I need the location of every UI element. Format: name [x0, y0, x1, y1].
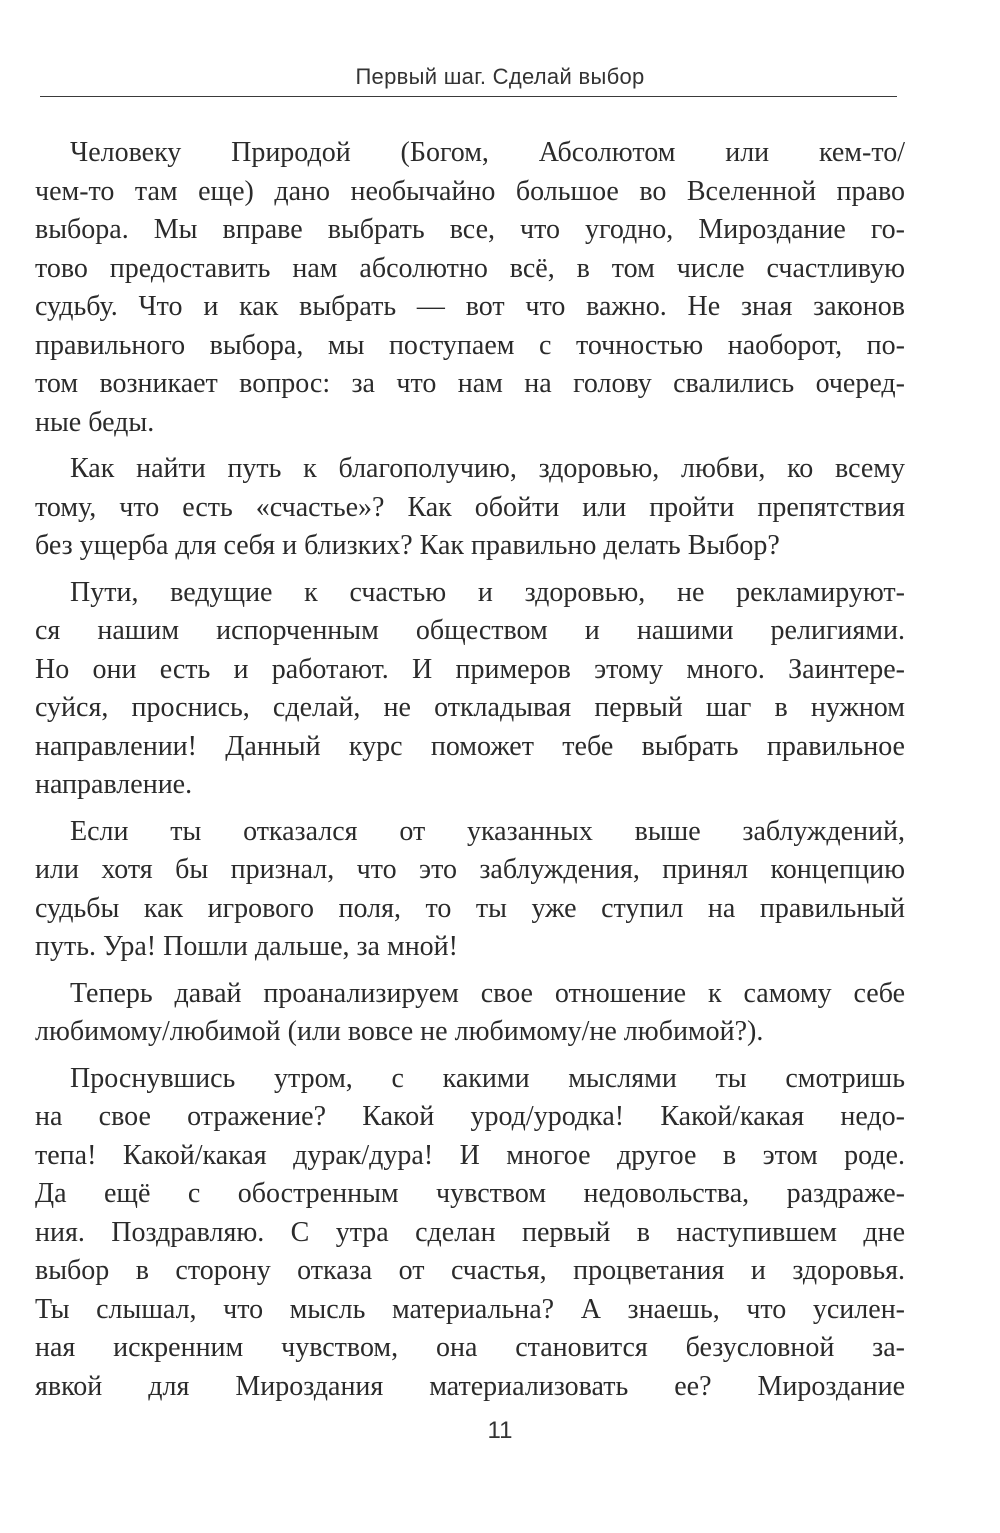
text-line: ния. Поздравляю. С утра сделан первый в наступившем дне — [35, 1216, 905, 1248]
text-line: Пути, ведущие к счастью и здоровью, не рекламируют- — [70, 576, 905, 608]
text-line: суйся, проснись, сделай, не откладывая первый шаг в нужном — [35, 692, 905, 723]
page-number: 11 — [487, 1417, 513, 1444]
text-line: или хотя бы признал, что это заблуждения, принял концепцию — [35, 854, 905, 885]
text-line: Человеку Природой (Богом, Абсолютом или кем-то/ — [70, 137, 905, 168]
text-line: без ущерба для себя и близких? Как правильно делать Выбор? — [35, 530, 780, 561]
text-line: путь. Ура! Пошли дальше, за мной! — [35, 931, 458, 962]
paragraph-6 — [35, 1060, 905, 1407]
text-line: направлении! Данный курс поможет тебе выбрать правильное — [35, 730, 905, 762]
text-line: на свое отражение? Какой урод/уродка! Какой/какая недо- — [35, 1101, 905, 1132]
text-line: Теперь давай проанализируем свое отношение к самому себе — [70, 977, 905, 1009]
paragraph-1 — [35, 134, 905, 442]
paragraph-3 — [35, 574, 905, 805]
text-line: тепа! Какой/какая дурак/дура! И многое другое в этом роде. — [35, 1139, 905, 1171]
text-line: правильного выбора, мы поступаем с точностью наоборот, по- — [35, 329, 905, 361]
running-header-title: Первый шаг. Сделай выбор — [355, 64, 645, 89]
text-line: выбора. Мы вправе выбрать все, что угодно, Мироздание го- — [35, 214, 905, 245]
text-line: ная искренним чувством, она становится безусловной за- — [35, 1332, 905, 1363]
paragraph-5 — [35, 975, 905, 1052]
text-line: Но они есть и работают. И примеров этому много. Заинтере- — [35, 653, 905, 685]
paragraph-2 — [35, 450, 905, 566]
text-line: направление. — [35, 769, 193, 800]
text-line: ся нашим испорченным обществом и нашими религиями. — [35, 615, 905, 646]
text-line: Как найти путь к благополучию, здоровью, любви, ко всему — [70, 453, 905, 484]
header-rule — [40, 96, 897, 97]
text-line: Ты слышал, что мысль материальна? А знаешь, что усилен- — [35, 1293, 905, 1325]
text-line: судьбу. Что и как выбрать — вот что важно. Не зная законов — [35, 291, 905, 322]
text-line: явкой для Мироздания материализовать ее? Мироздание — [35, 1370, 905, 1402]
text-line: чем-то там еще) дано необычайно большое во Вселенной право — [35, 175, 905, 207]
text-line: том возникает вопрос: за что нам на голову свалились очеред- — [35, 368, 905, 399]
text-line: тому, что есть «счастье»? Как обойти или пройти препятствия — [35, 491, 905, 523]
text-line: Если ты отказался от указанных выше заблуждений, — [70, 815, 905, 847]
paragraph-4 — [35, 813, 905, 967]
body-text — [35, 134, 905, 1414]
text-line: Проснувшись утром, с какими мыслями ты смотришь — [70, 1062, 905, 1094]
text-line: выбор в сторону отказа от счастья, процветания и здоровья. — [35, 1255, 905, 1286]
text-line: любимому/любимой (или вовсе не любимому/не любимой?). — [35, 1016, 764, 1047]
text-line: Да ещё с обостренным чувством недовольства, раздраже- — [35, 1178, 905, 1209]
text-line: ные беды. — [35, 406, 155, 438]
text-line: судьбы как игрового поля, то ты уже ступил на правильный — [35, 892, 905, 924]
text-line: тово предоставить нам абсолютно всё, в том числе счастливую — [35, 252, 905, 284]
